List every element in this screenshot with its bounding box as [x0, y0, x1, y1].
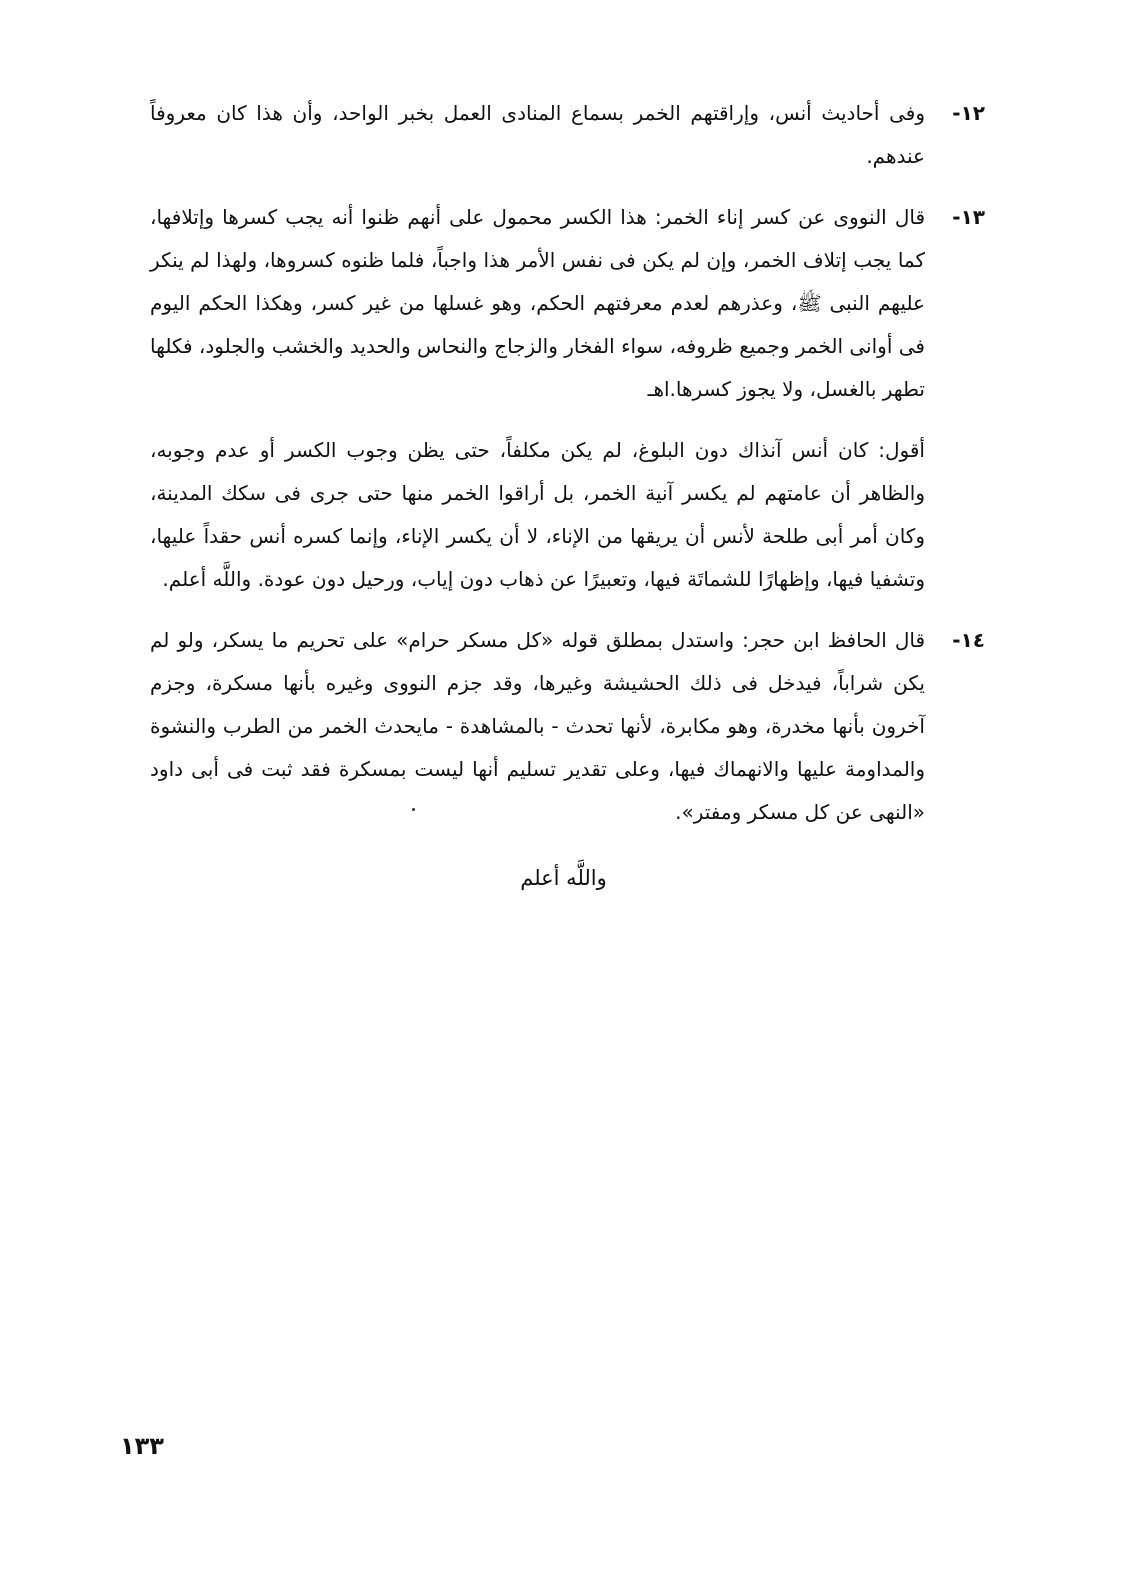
item-text: قال النووى عن كسر إناء الخمر: هذا الكسر محمول على أنهم ظنوا أنه يجب كسرها وإتلافها، كما يجب إتلاف الخمر، وإن لم يكن فى نفس الأمر هذا واجباً، فلما ظنوه كسروها، ولهذا لم ينكر عليهم النبى ﷺ، وعذرهم لعدم معرفتهم الحكم، وهو غسلها من غير كسر، وهكذا الحكم اليوم فى أوانى الخمر وجميع ظروفه، سواء الفخار والزجاج والنحاس والحديد والخشب والجلود، فكلها تطهر بالغسل، ولا يجوز كسرها.اهـ	[150, 205, 925, 401]
list-item-12	[150, 92, 985, 178]
item-text: قال الحافظ ابن حجر: واستدل بمطلق قوله «كل مسكر حرام» على تحريم ما يسكر، ولو لم يكن شراباً، فيدخل فى ذلك الحشيشة وغيرها، وقد جزم النووى وغيره بأنها مسكرة، وجزم آخرون بأنها مخدرة، وهو مكابرة، لأنها تحدث - بالمشاهدة - مايحدث الخمر من الطرب والنشوة والمداومة عليها والانهماك فيها، وعلى تقدير تسليم أنها ليست بمسكرة فقد ثبت فى أبى داود «النهى عن كل مسكر ومفتر».	[150, 628, 925, 824]
list-item-14	[150, 619, 985, 834]
closing-phrase	[0, 866, 1133, 890]
page-number: ١٣٣	[120, 1432, 164, 1460]
closing-text: واللَّه أعلم	[520, 866, 607, 890]
item-text: وفى أحاديث أنس، وإراقتهم الخمر بسماع المنادى العمل بخبر الواحد، وأن هذا كان معروفاً عندهم.	[150, 101, 925, 168]
item-number: ١٤-	[952, 628, 985, 652]
item-number: ١٣-	[952, 205, 985, 229]
page-body	[150, 92, 985, 852]
stray-mark	[412, 808, 415, 811]
comment-text: أقول: كان أنس آنذاك دون البلوغ، لم يكن مكلفاً، حتى يظن وجوب الكسر أو عدم وجوبه، والظاهر أن عامتهم لم يكسر آنية الخمر، بل أراقوا الخمر منها حتى جرى فى سكك المدينة، وكان أمر أبى طلحة لأنس أن يريقها من الإناء، لا أن يكسر الإناء، وإنما كسره أنس حقداً عليها، وتشفيا فيها، وإظهارًا للشماتَة فيها، وتعبيرًا عن ذهاب دون إياب، ورحيل دون عودة. واللَّه أعلم.	[150, 438, 925, 591]
list-item-13	[150, 196, 985, 411]
author-comment-paragraph	[150, 429, 985, 601]
item-number: ١٢-	[952, 101, 985, 125]
